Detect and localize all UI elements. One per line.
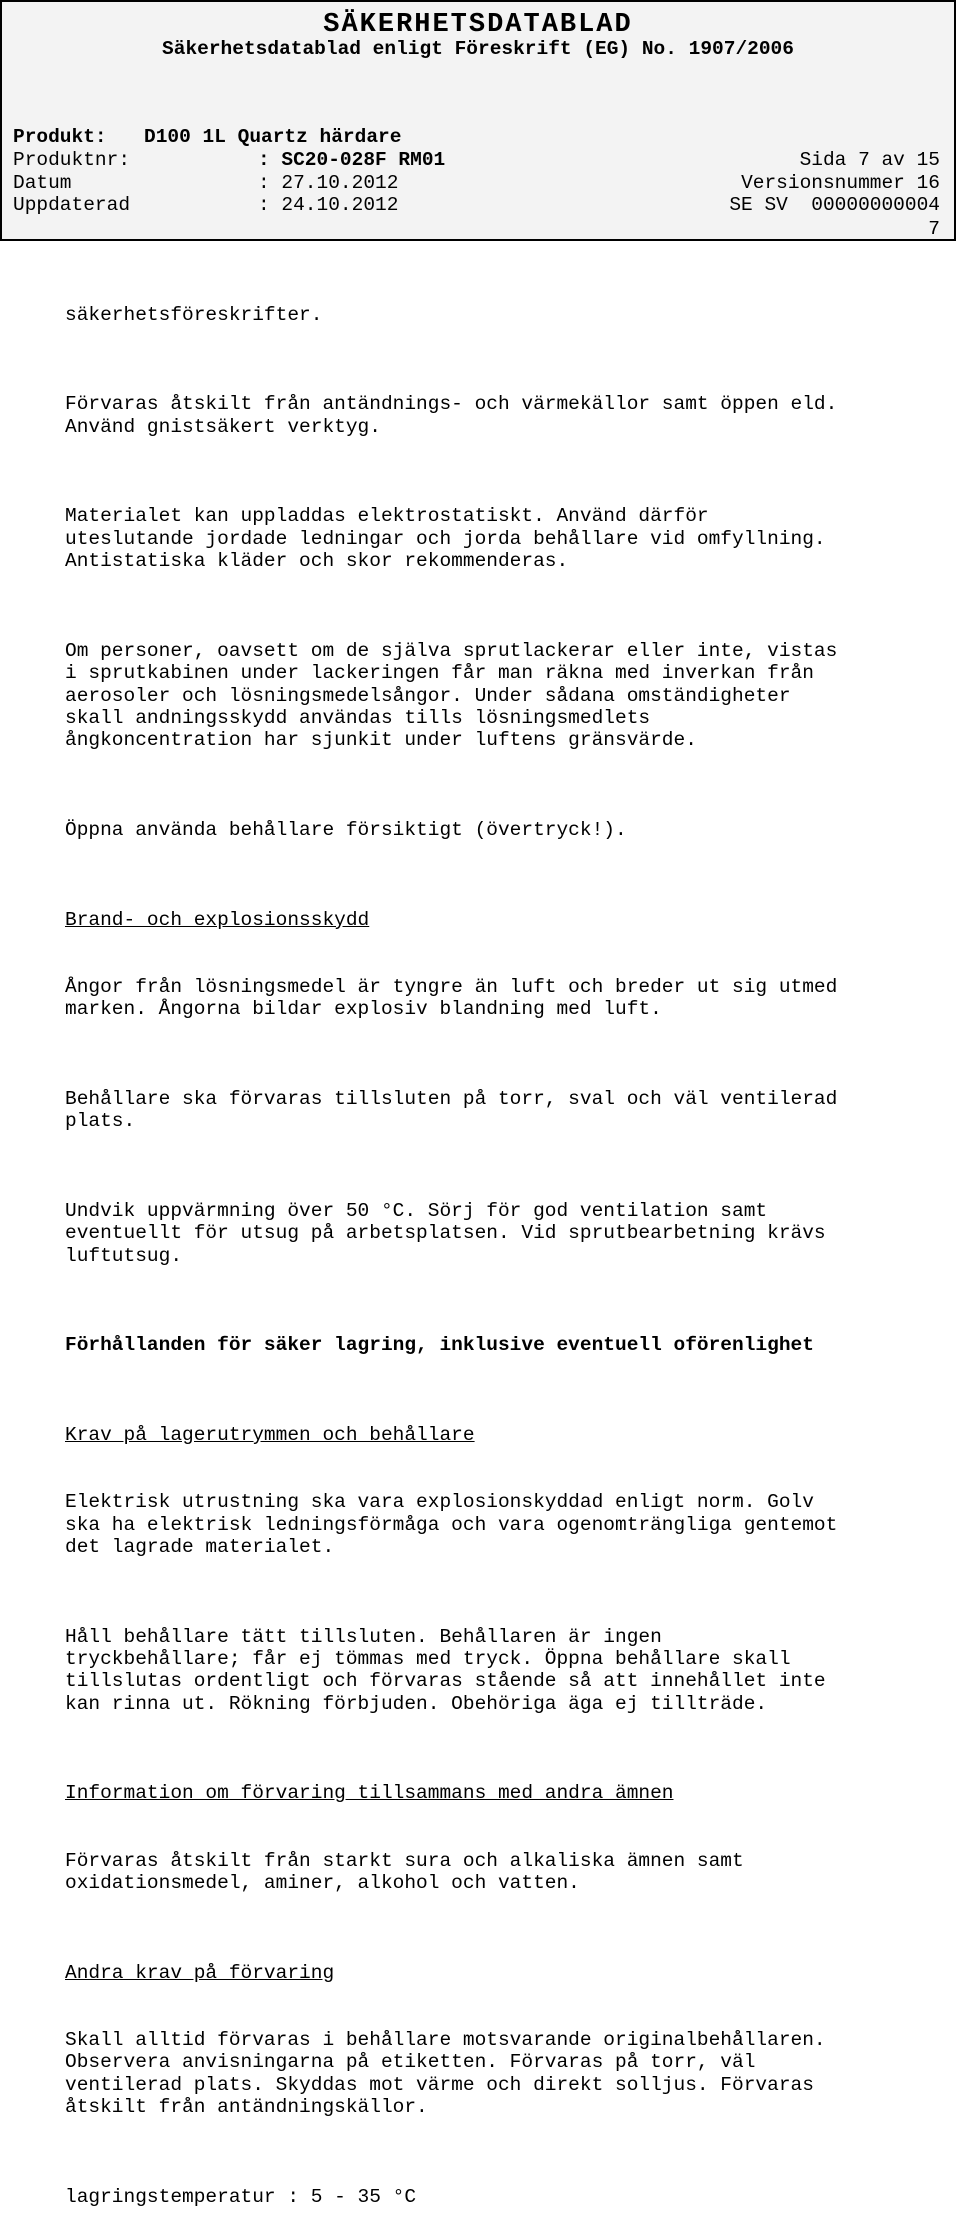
document-subtitle: Säkerhetsdatablad enligt Föreskrift (EG) No. 1907/2006	[162, 38, 794, 60]
paragraph: Behållare ska förvaras tillsluten på torr, sval och väl ventilerad plats.	[65, 1087, 838, 1133]
section-heading-storage: Förhållanden för säker lagring, inklusive eventuell oförenlighet	[65, 1334, 814, 1357]
paragraph: Förvaras åtskilt från antändnings- och värmekällor samt öppen eld. Använd gnistsäkert verktyg.	[65, 393, 838, 438]
subheading-other-storage: Andra krav på förvaring	[65, 1961, 335, 1984]
page-number: 7	[928, 218, 940, 240]
page-info: Sida 7 av 15	[799, 149, 940, 171]
product-row	[13, 126, 940, 148]
paragraph: Öppna använda behållare försiktigt (övertryck!).	[65, 819, 627, 842]
paragraph: Undvik uppvärmning över 50 °C. Sörj för god ventilation samt eventuellt för utsug på arbetsplatsen. Vid sprutbearbetning krävs luftutsug.	[65, 1199, 826, 1267]
language-doc-info: SE SV 00000000004	[729, 194, 940, 216]
paragraph: säkerhetsföreskrifter.	[65, 303, 323, 326]
product-number-value: : SC20-028F RM01	[258, 149, 446, 171]
subheading-storage-requirements: Krav på lagerutrymmen och behållare	[65, 1423, 475, 1446]
product-number-row	[13, 149, 940, 171]
document-title: SÄKERHETSDATABLAD	[323, 10, 633, 40]
product-value: D100 1L Quartz härdare	[144, 126, 402, 148]
storage-temperature: lagringstemperatur : 5 - 35 °C	[65, 2185, 417, 2208]
product-label: Produkt:	[13, 126, 107, 148]
paragraph: Skall alltid förvaras i behållare motsvarande originalbehållaren. Observera anvisningarna på etiketten. Förvaras på torr, väl ventilerad plats. Skyddas mot värme och direkt solljus. Förvaras åtskilt från antändningskällor.	[65, 2028, 826, 2119]
paragraph: Håll behållare tätt tillsluten. Behållaren är ingen tryckbehållare; får ej tömmas med tryck. Öppna behållare skall tillslutas ordentligt och förvaras stående så att innehållet inte kan rinna ut. Rökning förbjuden. Obehöriga äga ej tillträde.	[65, 1625, 826, 1715]
updated-row	[13, 194, 940, 216]
paragraph: Förvaras åtskilt från starkt sura och alkaliska ämnen samt oxidationsmedel, aminer, alkohol och vatten.	[65, 1849, 744, 1895]
date-value: : 27.10.2012	[258, 172, 399, 194]
document-body	[65, 259, 945, 2231]
product-number-label: Produktnr:	[13, 149, 131, 171]
subheading-storage-with-other: Information om förvaring tillsammans med andra ämnen	[65, 1782, 674, 1805]
document-header	[0, 0, 956, 241]
paragraph: Elektrisk utrustning ska vara explosionskyddad enligt norm. Golv ska ha elektrisk ledningsförmåga och vara ogenomträngliga gentemot det lagrade materialet.	[65, 1491, 838, 1559]
subheading-fire-protection: Brand- och explosionsskydd	[65, 908, 370, 931]
date-row	[13, 172, 940, 194]
paragraph: Ångor från lösningsmedel är tyngre än luft och breder ut sig utmed marken. Ångorna bildar explosiv blandning med luft.	[65, 975, 838, 1021]
paragraph: Materialet kan uppladdas elektrostatiskt. Använd därför uteslutande jordade ledningar och jorda behållare vid omfyllning. Antistatiska kläder och skor rekommenderas.	[65, 505, 826, 573]
paragraph: Om personer, oavsett om de själva sprutlackerar eller inte, vistas i sprutkabinen under lackeringen får man räkna med inverkan från aerosoler och lösningsmedelsångor. Under sådana omständigheter skall andningsskydd användas tills lösningsmedlets ångkoncentration har sjunkit under luftens gränsvärde.	[65, 639, 838, 752]
updated-value: : 24.10.2012	[258, 194, 399, 216]
version-info: Versionsnummer 16	[741, 172, 940, 194]
updated-label: Uppdaterad	[13, 194, 131, 216]
date-label: Datum	[13, 172, 72, 194]
